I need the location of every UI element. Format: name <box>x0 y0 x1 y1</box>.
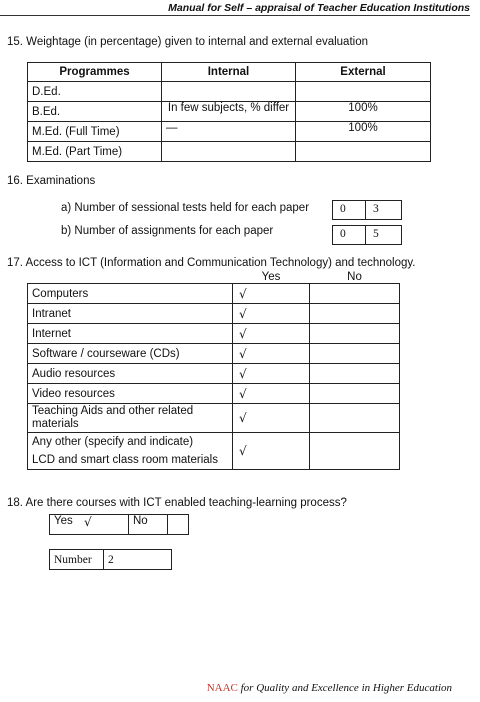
external-cell: 100% <box>296 122 431 142</box>
yes-check: √ <box>233 344 310 364</box>
page-header: Manual for Self – appraisal of Teacher Education Institutions <box>0 2 470 16</box>
header-internal: Internal <box>162 63 296 82</box>
ict-item-label: Teaching Aids and other related materials <box>28 404 233 433</box>
page-footer <box>207 682 452 694</box>
ict-courses-choice <box>49 514 189 535</box>
number-value: 2 <box>104 550 172 570</box>
question-16: 16. Examinations <box>7 175 96 187</box>
yes-check: √ <box>233 324 310 344</box>
no-cell <box>310 433 400 470</box>
no-cell <box>310 404 400 433</box>
no-check <box>168 515 189 535</box>
no-cell <box>310 384 400 404</box>
programme-cell: D.Ed. <box>28 82 162 102</box>
digit-tens: 0 <box>340 203 346 215</box>
yes-check: √ <box>233 284 310 304</box>
yes-check: √ <box>78 515 129 535</box>
question-15: 15. Weightage (in percentage) given to internal and external evaluation <box>7 36 368 48</box>
ict-courses-number <box>49 549 172 570</box>
internal-cell <box>162 142 296 162</box>
table-row <box>28 364 400 384</box>
yes-check: √ <box>233 433 310 470</box>
ict-item-label: Software / courseware (CDs) <box>28 344 233 364</box>
digit-ones: 3 <box>373 203 379 215</box>
ict-item-label: Video resources <box>28 384 233 404</box>
yes-label: Yes <box>50 515 79 535</box>
question-17: 17. Access to ICT (Information and Communication Technology) and technology. <box>7 257 416 269</box>
sessional-tests-label: a) Number of sessional tests held for each paper <box>61 202 310 214</box>
no-label: No <box>129 515 168 535</box>
header-external: External <box>296 63 431 82</box>
yes-check: √ <box>233 304 310 324</box>
number-row <box>50 550 172 570</box>
table-row <box>28 433 400 470</box>
header-programmes: Programmes <box>28 63 162 82</box>
assignments-box <box>332 225 402 245</box>
yes-check: √ <box>233 404 310 433</box>
table-header-row <box>28 271 400 284</box>
external-cell <box>296 142 431 162</box>
table-row <box>28 384 400 404</box>
table-row <box>28 324 400 344</box>
internal-cell: In few subjects, % differ <box>162 102 296 122</box>
ict-item-label: Audio resources <box>28 364 233 384</box>
digit-ones: 5 <box>373 228 379 240</box>
assignments-label: b) Number of assignments for each paper <box>61 225 274 237</box>
table-row <box>28 344 400 364</box>
digit-tens: 0 <box>340 228 346 240</box>
external-cell <box>296 82 431 102</box>
number-label: Number <box>50 550 104 570</box>
table-header-row <box>28 63 431 82</box>
naac-logo-text: NAAC <box>206 682 238 694</box>
yes-check: √ <box>233 364 310 384</box>
ict-item-label-line1: Any other (specify and indicate) <box>32 436 194 448</box>
external-cell: 100% <box>296 102 431 122</box>
box-divider <box>365 201 366 219</box>
header-yes: Yes <box>233 271 310 284</box>
table-row <box>28 284 400 304</box>
ict-item-label <box>28 433 233 470</box>
evaluation-table <box>27 62 431 162</box>
no-cell <box>310 364 400 384</box>
table-row <box>28 102 431 122</box>
question-18: 18. Are there courses with ICT enabled teaching-learning process? <box>7 497 347 509</box>
table-row <box>28 142 431 162</box>
internal-cell: — <box>162 122 296 142</box>
programme-cell: M.Ed. (Part Time) <box>28 142 162 162</box>
no-cell <box>310 324 400 344</box>
ict-table <box>27 271 400 470</box>
table-row <box>28 82 431 102</box>
no-cell <box>310 284 400 304</box>
programme-cell: B.Ed. <box>28 102 162 122</box>
internal-cell <box>162 82 296 102</box>
table-row <box>28 304 400 324</box>
ict-item-label: Computers <box>28 284 233 304</box>
yes-check: √ <box>233 384 310 404</box>
ict-item-label: Internet <box>28 324 233 344</box>
choice-row <box>50 515 189 535</box>
footer-tagline: for Quality and Excellence in Higher Education <box>240 682 452 694</box>
table-row <box>28 122 431 142</box>
ict-item-label-line2: LCD and smart class room materials <box>32 454 218 466</box>
ict-item-label: Intranet <box>28 304 233 324</box>
no-cell <box>310 344 400 364</box>
header-blank <box>28 271 233 284</box>
table-row <box>28 404 400 433</box>
programme-cell: M.Ed. (Full Time) <box>28 122 162 142</box>
sessional-tests-box <box>332 200 402 220</box>
no-cell <box>310 304 400 324</box>
header-no: No <box>310 271 400 284</box>
box-divider <box>365 226 366 244</box>
